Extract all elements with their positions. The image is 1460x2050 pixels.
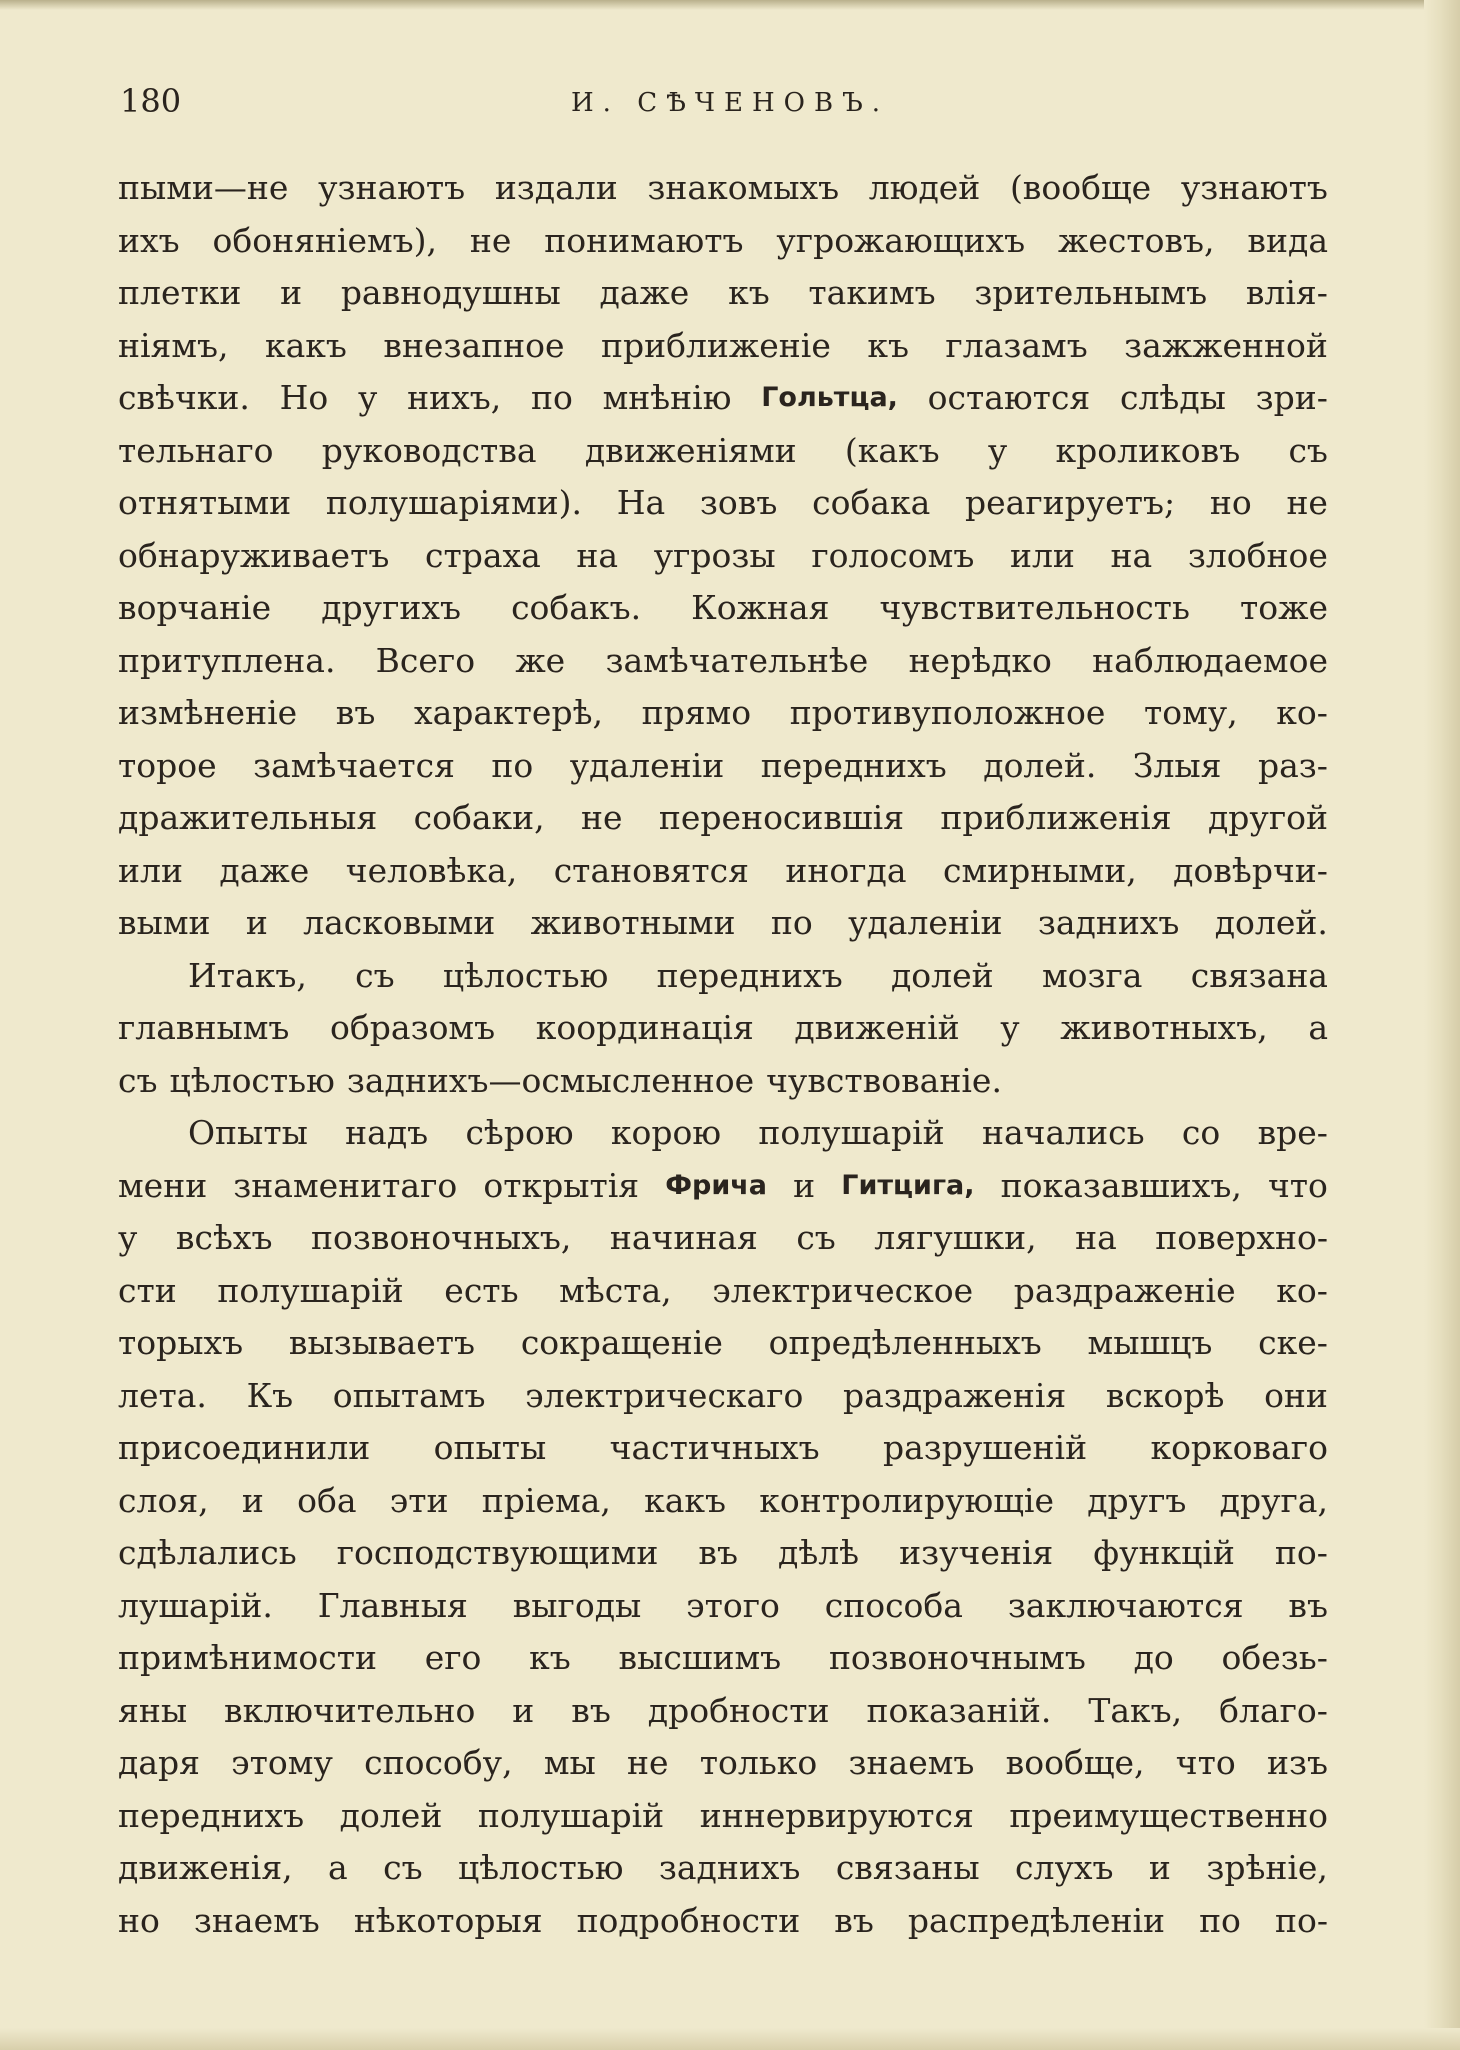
text-line: мени знаменитаго открытія Фрича и Гитцига, показавшихъ, что [118,1165,1328,1205]
text-line: примѣнимости его къ высшимъ позвоночнымъ до обезь- [118,1638,1328,1677]
text-line: отнятыми полушаріями). На зовъ собака реагируетъ; но не [118,483,1328,522]
text-line: сти полушарій есть мѣста, электрическое раздраженіе ко- [118,1270,1328,1310]
text-line: движенія, а съ цѣлостью заднихъ связаны слухъ и зрѣніе, [118,1848,1328,1887]
text-line: у всѣхъ позвоночныхъ, начиная съ лягушки, на поверхно- [118,1218,1328,1257]
running-title: И. СѢЧЕНОВЪ. [571,88,889,118]
text-line: лета. Къ опытамъ электрическаго раздраженія вскорѣ они [118,1375,1328,1415]
page-right-edge [1424,0,1460,2050]
text-line: выми и ласковыми животными по удаленіи заднихъ долей. [118,903,1328,942]
text-line: торыхъ вызываетъ сокращеніе опредѣленныхъ мышцъ ске- [118,1323,1328,1362]
page-number: 180 [120,82,182,120]
text-line: торое замѣчается по удаленіи переднихъ долей. Злыя раз- [118,745,1328,785]
text-line: плетки и равнодушны даже къ такимъ зрительнымъ влія- [118,273,1328,312]
page-bottom-edge [0,2028,1460,2050]
text-line: обнаруживаетъ страха на угрозы голосомъ или на злобное [118,535,1328,575]
text-line: пыми—не узнаютъ издали знакомыхъ людей (вообще узнаютъ [118,168,1328,207]
text-line: яны включительно и въ дробности показаній. Такъ, благо- [118,1690,1328,1730]
text-line: главнымъ образомъ координація движеній у животныхъ, а [118,1008,1328,1047]
text-line: сдѣлались господствующими въ дѣлѣ изученія функцій по- [118,1533,1328,1572]
text-line: Опыты надъ сѣрою корою полушарій начались со вре- [188,1113,1328,1152]
text-line: переднихъ долей полушарій иннервируются преимущественно [118,1795,1328,1835]
text-line: свѣчки. Но у нихъ, по мнѣнію Гольтца, остаются слѣды зри- [118,378,1328,417]
text-line: тельнаго руководства движеніями (какъ у кроликовъ съ [118,430,1328,470]
text-line: ніямъ, какъ внезапное приближеніе къ глазамъ зажженной [118,325,1328,365]
text-line: слоя, и оба эти пріема, какъ контролирующіе другъ друга, [118,1480,1328,1520]
text-line: дражительныя собаки, не переносившія приближенія другой [118,798,1328,837]
text-line: съ цѣлостью заднихъ—осмысленное чувствованіе. [118,1060,1002,1100]
body-text [118,162,1328,1947]
text-line: измѣненіе въ характерѣ, прямо противуположное тому, ко- [118,693,1328,732]
text-line: или даже человѣка, становятся иногда смирными, довѣрчи- [118,850,1328,890]
text-line: притуплена. Всего же замѣчательнѣе нерѣдко наблюдаемое [118,640,1328,680]
text-line: ихъ обоняніемъ), не понимаютъ угрожающихъ жестовъ, вида [118,220,1328,260]
text-line: ворчаніе другихъ собакъ. Кожная чувствительность тоже [118,588,1328,627]
text-line: но знаемъ нѣкоторыя подробности въ распредѣленіи по по- [118,1900,1328,1940]
page-top-edge [0,0,1460,10]
text-line: лушарій. Главныя выгоды этого способа заключаются въ [118,1585,1328,1625]
text-line: даря этому способу, мы не только знаемъ вообще, что изъ [118,1743,1328,1782]
text-line: Итакъ, съ цѣлостью переднихъ долей мозга связана [188,955,1328,995]
text-line: присоединили опыты частичныхъ разрушеній корковаго [118,1428,1328,1467]
